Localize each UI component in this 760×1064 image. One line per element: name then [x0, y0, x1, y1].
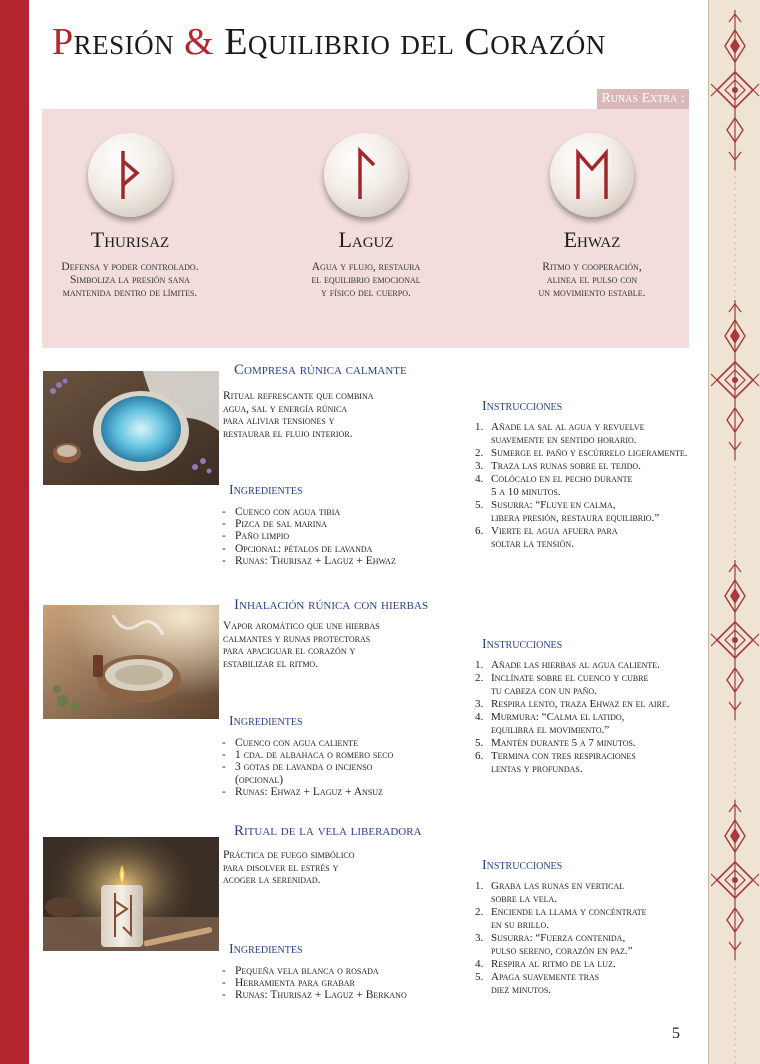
- recipe-title: Ritual de la vela liberadora: [234, 823, 422, 839]
- rune-description: Defensa y poder controlado. Simboliza la presión sana mantenida dentro de límites.: [61, 261, 199, 299]
- recipe-description: Vapor aromático que une hierbas calmantes y runas protectoras para apaciguar el corazón y estabilizar el ritmo.: [223, 620, 380, 670]
- photo-herbal-steam: [43, 605, 219, 719]
- photo-water-bowl: [43, 371, 219, 485]
- list-item: 4. Murmura: “Calma el latido, equilibra el movimiento.”: [475, 711, 625, 736]
- photo-candle: [43, 837, 219, 951]
- list-item: 2. Sumerge el paño y escúrrelo ligeramente.: [475, 447, 688, 459]
- list-item: 2. Enciende la llama y concéntrate en su brillo.: [475, 906, 647, 931]
- list-item: - Herramienta para grabar: [222, 977, 452, 989]
- list-item: - Opcional: pétalos de lavanda: [222, 543, 452, 555]
- rune-description: Ritmo y cooperación, alinea el pulso con un movimiento estable.: [538, 261, 646, 299]
- rune-description: Agua y flujo, restaura el equilibrio emocional y físico del cuerpo.: [311, 261, 421, 299]
- runes-extra-label: Runas Extra :: [597, 89, 689, 109]
- list-item: - Paño limpio: [222, 530, 452, 542]
- instructions-heading: Instrucciones: [482, 399, 563, 414]
- rune-stone-icon: [550, 133, 634, 217]
- list-item: 6. Vierte el agua afuera para soltar la tensión.: [475, 525, 618, 550]
- list-item: 1. Añade las hierbas al agua caliente.: [475, 659, 660, 671]
- list-item: 6. Termina con tres respiraciones lentas y profundas.: [475, 750, 636, 775]
- rune-name: Laguz: [338, 227, 394, 252]
- list-item: 4. Colócalo en el pecho durante 5 a 10 minutos.: [475, 473, 633, 498]
- rune-card-thurisaz: [42, 133, 218, 300]
- ingredients-heading: Ingredientes: [229, 483, 303, 498]
- list-item: 5. Mantén durante 5 a 7 minutos.: [475, 737, 636, 749]
- instructions-heading: Instrucciones: [482, 858, 563, 873]
- decorative-border-ornament: [708, 0, 760, 1064]
- rune-stone-icon: [88, 133, 172, 217]
- instructions-heading: Instrucciones: [482, 637, 563, 652]
- rune-stone-icon: [324, 133, 408, 217]
- instructions-list: [475, 421, 707, 551]
- list-item: - Pizca de sal marina: [222, 518, 452, 530]
- ingredients-heading: Ingredientes: [229, 714, 303, 729]
- ingredients-list: [222, 965, 452, 1002]
- left-accent-bar: [0, 0, 29, 1064]
- page-title: Presión & Equilibrio del Corazón: [52, 21, 606, 63]
- list-item: 2. Inclínate sobre el cuenco y cubre tu cabeza con un paño.: [475, 672, 649, 697]
- list-item: - 1 cda. de albahaca o romero seco: [222, 749, 452, 761]
- instructions-list: [475, 659, 707, 776]
- ingredients-list: [222, 737, 452, 798]
- list-item: 1. Añade la sal al agua y revuelve suavemente en sentido horario.: [475, 421, 645, 446]
- list-item: 4. Respira al ritmo de la luz.: [475, 958, 616, 970]
- recipe-description: Ritual refrescante que combina agua, sal y energía rúnica para aliviar tensiones y restaurar el flujo interior.: [223, 390, 374, 440]
- ingredients-list: [222, 506, 452, 567]
- list-item: - Runas: Thurisaz + Laguz + Ehwaz: [222, 555, 452, 567]
- recipe-description: Práctica de fuego simbólico para disolver el estrés y acoger la serenidad.: [223, 849, 355, 886]
- list-item: 5. Susurra: “Fluye en calma, libera presión, restaura equilibrio.”: [475, 499, 660, 524]
- list-item: 3. Traza las runas sobre el tejido.: [475, 460, 641, 472]
- list-item: 3. Susurra: “Fuerza contenida, pulso sereno, corazón en paz.”: [475, 932, 633, 957]
- list-item: - Runas: Ehwaz + Laguz + Ansuz: [222, 786, 452, 798]
- rune-name: Ehwaz: [563, 227, 621, 252]
- list-item: 1. Graba las runas en vertical sobre la vela.: [475, 880, 625, 905]
- recipe-title: Compresa rúnica calmante: [234, 362, 407, 378]
- rune-name: Thurisaz: [90, 227, 170, 252]
- runes-panel: [42, 109, 689, 348]
- rune-card-ehwaz: [504, 133, 680, 300]
- list-item: - 3 gotas de lavanda o incienso (opcional): [222, 761, 452, 785]
- list-item: - Cuenco con agua tibia: [222, 506, 452, 518]
- page-number: 5: [672, 1025, 680, 1042]
- list-item: - Pequeña vela blanca o rosada: [222, 965, 452, 977]
- list-item: 3. Respira lento, traza Ehwaz en el aire.: [475, 698, 670, 710]
- list-item: - Runas: Thurisaz + Laguz + Berkano: [222, 989, 452, 1001]
- list-item: - Cuenco con agua caliente: [222, 737, 452, 749]
- instructions-list: [475, 880, 707, 997]
- recipe-title: Inhalación rúnica con hierbas: [234, 597, 429, 613]
- list-item: 5. Apaga suavemente tras diez minutos.: [475, 971, 600, 996]
- ingredients-heading: Ingredientes: [229, 942, 303, 957]
- rune-card-laguz: [278, 133, 454, 300]
